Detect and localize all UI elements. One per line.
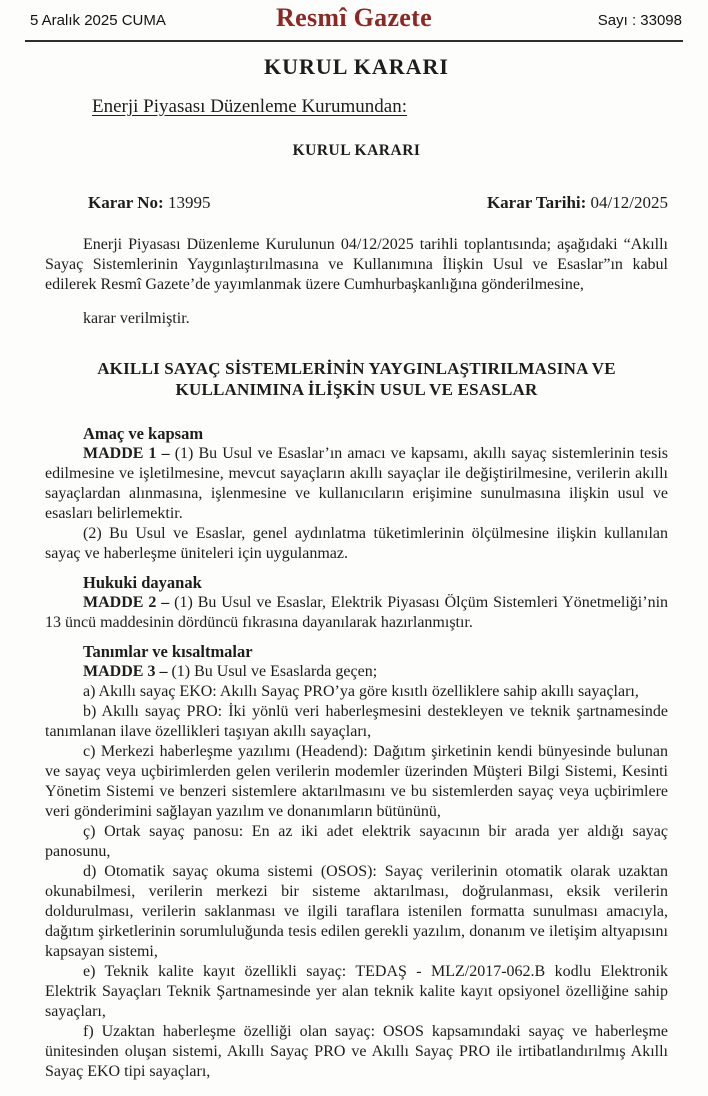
masthead-issue-number: Sayı : 33098 (597, 12, 682, 29)
decision-no (88, 193, 210, 213)
article-heading: Tanımlar ve kısaltmalar (83, 642, 253, 661)
paragraph-text: (1) Bu Usul ve Esaslarda geçen; (171, 663, 378, 680)
article-paragraph (45, 662, 668, 682)
decision-closing: karar verilmiştir. (83, 310, 190, 327)
section-title: KURUL KARARI (264, 54, 449, 79)
decision-meta (88, 193, 668, 213)
gazette-title: Resmî Gazete (276, 3, 432, 32)
paragraph-text: (1) Bu Usul ve Esaslar’ın amacı ve kapsamı, akıllı sayaç sistemlerinin tesis edilmesine ve işletilmesine, mevcut sayaçların akıllı sayaçlar ile değiştirilmesine, verilerin akıllı sayaçlardan alınmasına, işlenmesine ve kullanıcıların erişimine sunulmasına ilişkin usul ve esasları belirlemektir. (45, 445, 669, 522)
regulation-title (45, 358, 668, 400)
regulation-title-line2: KULLANIMINA İLİŞKİN USUL VE ESASLAR (175, 380, 538, 399)
decision-no-value: 13995 (167, 193, 211, 212)
decision-preamble: Enerji Piyasası Düzenleme Kurulunun 04/12/2025 tarihli toplantısında; aşağıdaki “Akıllı Sayaç Sistemlerinin Yaygınlaştırılmasına ve Kullanımına İlişkin Usul ve Esaslar”ın kabul edilerek Resmî Gazete’de yayımlanmak üzere Cumhurbaşkanlığına gönderilmesine, (45, 236, 668, 293)
article-heading: Amaç ve kapsam (83, 424, 204, 443)
paragraph-text: d) Otomatik sayaç okuma sistemi (OSOS): Sayaç verilerinin otomatik olarak uzaktan okunabilmesi, verilerin merkezi bir sisteme aktarılması, doğrulanması, eksik verilerin doldurulması, verilerin saklanması ve ilgili taraflara istenilen formatta sunulması amacıyla, dağıtım şirketlerinin sorumluluğunda tesis edilen gerekli yazılım, donanım ve iletişim altyapısını kapsayan sistemi, (45, 863, 668, 960)
definition-item (45, 702, 668, 742)
madde-label: MADDE 3 – (83, 663, 168, 680)
paragraph-text: c) Merkezi haberleşme yazılımı (Headend): Dağıtım şirketinin kendi bünyesinde bulunan ve sayaç veya uçbirimlerden gelen verilerin modemler üzerinden Müşteri Bilgi Sistemi, Kesinti Yönetim Sistemi ve benzeri sistemlere aktarılmasını ve bu sistemlerden sayaç veya uçbirimlere veri gönderimini sağlayan yazılım ve donanımların bütününü, (45, 743, 668, 820)
masthead-date: 5 Aralık 2025 CUMA (30, 12, 166, 29)
definition-item (45, 962, 668, 1022)
issuing-authority (92, 97, 668, 117)
paragraph-text: (2) Bu Usul ve Esaslar, genel aydınlatma tüketimlerinin ölçülmesine ilişkin kullanılan sayaç ve haberleşme üniteleri için uygulanmaz. (45, 525, 668, 562)
definition-item (45, 742, 668, 822)
issuing-authority-text: Enerji Piyasası Düzenleme Kurumundan: (92, 96, 408, 117)
document-body (0, 54, 708, 1082)
definition-item (45, 862, 668, 962)
paragraph-text: e) Teknik kalite kayıt özellikli sayaç: TEDAŞ - MLZ/2017-062.B kodlu Elektronik Elektrik Sayaçları Teknik Şartnamesinde yer alan teknik kalite kayıt opsiyonel özelliğine sahip sayaçları, (45, 963, 668, 1020)
definition-item (45, 822, 668, 862)
article-paragraph (45, 444, 668, 524)
definition-item (45, 1022, 668, 1082)
masthead (0, 0, 708, 36)
paragraph-text: (1) Bu Usul ve Esaslar, Elektrik Piyasası Ölçüm Sistemleri Yönetmeliği’nin 13 üncü maddesinin dördüncü fıkrasına dayanılarak hazırlanmıştır. (45, 594, 669, 631)
paragraph-text: ç) Ortak sayaç panosu: En az iki adet elektrik sayacının bir arada yer aldığı sayaç panosunu, (45, 823, 668, 860)
masthead-divider (25, 40, 683, 42)
madde-label: MADDE 1 – (83, 445, 170, 462)
decision-no-label: Karar No: (88, 193, 164, 212)
decision-date-label: Karar Tarihi: (486, 193, 587, 212)
article-paragraph (45, 593, 668, 633)
definition-item (45, 682, 668, 702)
paragraph-text: a) Akıllı sayaç EKO: Akıllı Sayaç PRO’ya göre kısıtlı özelliklere sahip akıllı sayaçları, (83, 683, 639, 700)
article-paragraph (45, 524, 668, 564)
article-heading: Hukuki dayanak (83, 573, 202, 592)
madde-label: MADDE 2 – (83, 594, 170, 611)
decision-title: KURUL KARARI (292, 142, 421, 159)
decision-date-value: 04/12/2025 (590, 193, 668, 212)
decision-date (487, 193, 668, 213)
paragraph-text: b) Akıllı sayaç PRO: İki yönlü veri haberleşmesini destekleyen ve teknik şartnamesinde tanımlanan ilave özellikleri taşıyan akıllı sayaçları, (45, 703, 668, 740)
regulation-title-line1: AKILLI SAYAÇ SİSTEMLERİNİN YAYGINLAŞTIRILMASINA VE (97, 359, 616, 378)
paragraph-text: f) Uzaktan haberleşme özelliği olan sayaç: OSOS kapsamındaki sayaç ve haberleşme ünitesinden oluşan sistemi, Akıllı Sayaç PRO ve Akıllı Sayaç PRO ile irtibatlandırılmış Akıllı Sayaç EKO tipi sayaçları, (45, 1023, 668, 1080)
